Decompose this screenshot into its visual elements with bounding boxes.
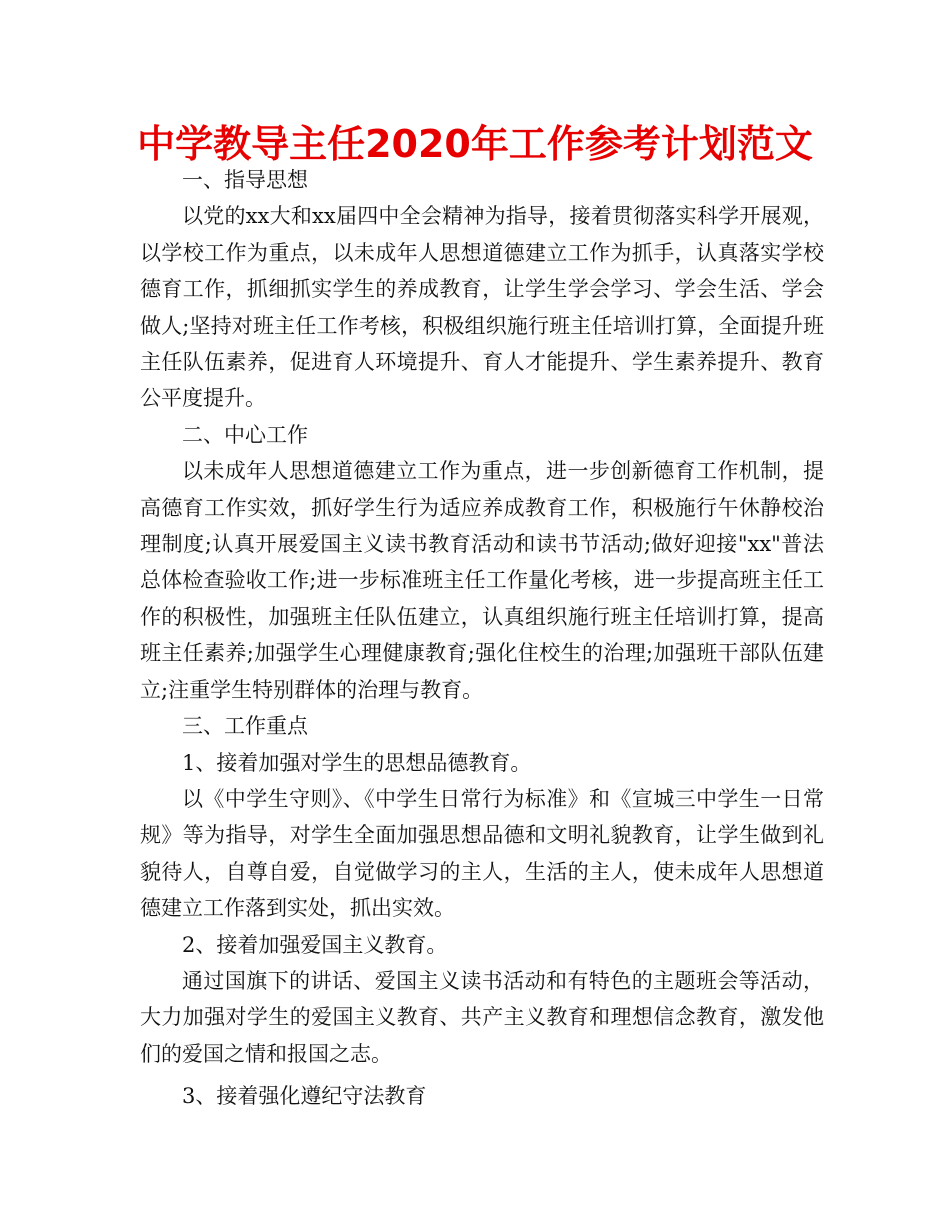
section-heading-work-focus: 三、工作重点 — [182, 714, 308, 739]
paragraph-moral-education: 以《中学生守则》、《中学生日常行为标准》和《宣城三中学生一日常规》等为指导，对学生全面加强思想品德和文明礼貌教育，让学生做到礼貌待人，自尊自爱，自觉做学习的主人，生活的主人，使未成年人思想道德建立工作落到实处，抓出实效。 — [140, 786, 824, 921]
subheading-law-education: 3、接着强化遵纪守法教育 — [182, 1084, 427, 1109]
subheading-patriotic-education: 2、接着加强爱国主义教育。 — [182, 932, 448, 957]
document-title: 中学教导主任2020年工作参考计划范文 — [137, 122, 813, 166]
paragraph-guiding-ideology: 以党的xx大和xx届四中全会精神为指导，接着贯彻落实科学开展观，以学校工作为重点，以未成年人思想道德建立工作为抓手，认真落实学校德育工作，抓细抓实学生的养成教育，让学生学会学习、学会生活、学会做人;坚持对班主任工作考核，积极组织施行班主任培训打算，全面提升班主任队伍素养，促进育人环境提升、育人才能提升、学生素养提升、教育公平度提升。 — [140, 204, 824, 411]
section-heading-guiding-ideology: 一、指导思想 — [182, 168, 308, 192]
document-body — [140, 162, 824, 1115]
paragraph-patriotic-education: 通过国旗下的讲话、爱国主义读书活动和有特色的主题班会等活动，大力加强对学生的爱国主义教育、共产主义教育和理想信念教育，激发他们的爱国之情和报国之志。 — [140, 968, 824, 1066]
subheading-moral-education: 1、接着加强对学生的思想品德教育。 — [182, 750, 532, 775]
paragraph-central-work: 以未成年人思想道德建立工作为重点，进一步创新德育工作机制，提高德育工作实效，抓好学生行为适应养成教育工作，积极施行午休静校治理制度;认真开展爱国主义读书教育活动和读书节活动;做好迎接"xx"普法总体检查验收工作;进一步标准班主任工作量化考核，进一步提高班主任工作的积极性，加强班主任队伍建立，认真组织施行班主任培训打算，提高班主任素养;加强学生心理健康教育;强化住校生的治理;加强班干部队伍建立;注重学生特别群体的治理与教育。 — [140, 459, 824, 702]
section-heading-central-work: 二、中心工作 — [182, 422, 308, 447]
